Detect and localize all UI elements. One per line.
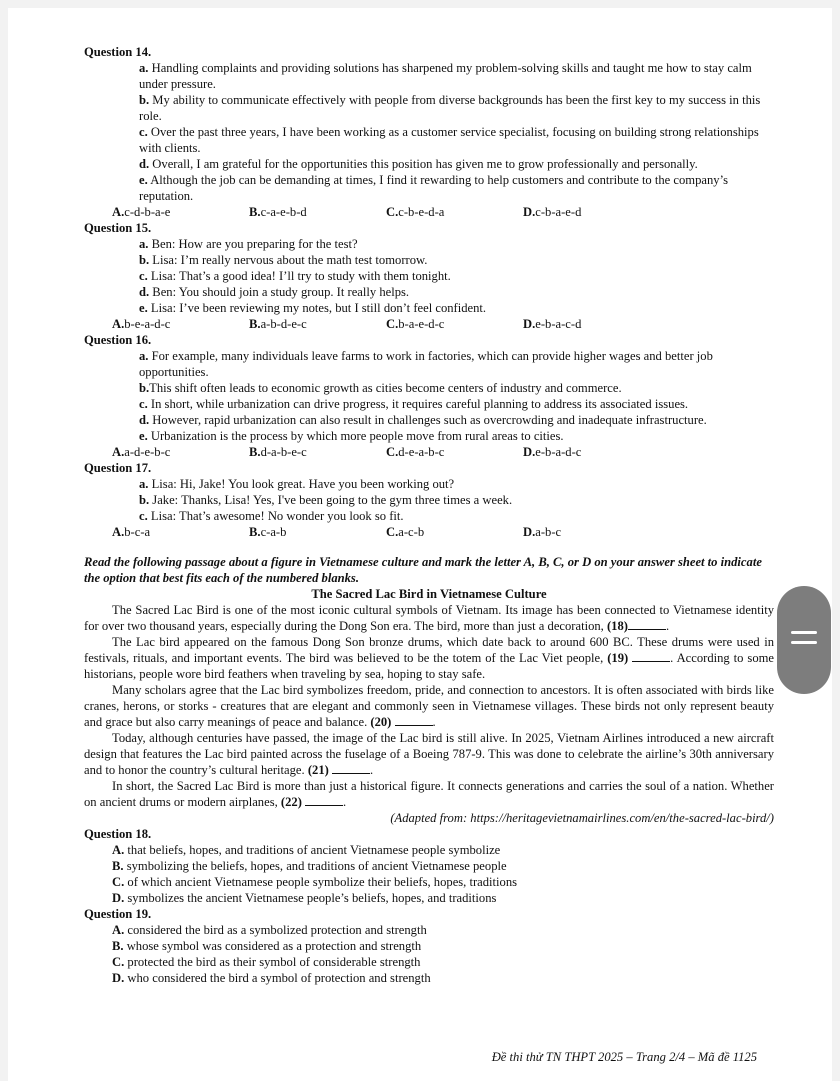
option-a[interactable]: A.b-e-a-d-c — [112, 317, 171, 331]
option-c[interactable]: C. protected the bird as their symbol of considerable strength — [112, 955, 421, 969]
option-b[interactable]: B.a-b-d-e-c — [249, 317, 307, 331]
blank-line — [395, 715, 433, 726]
question-14-item: c. Over the past three years, I have been working as a customer service specialist, focusing on building strong relationships with clients. — [139, 125, 759, 155]
option-c[interactable]: C.c-b-e-d-a — [386, 205, 445, 219]
passage-paragraph-2: The Lac bird appeared on the famous Dong Son bronze drums, which date back to around 600 BC. These drums were used in festivals, rituals, and important events. The bird was believed to be the totem of the Lac Viet people, (19) . According to some historians, people wore bird feathers when traveling by sea, hoping to stay safe. — [84, 635, 775, 681]
passage-paragraph-1: The Sacred Lac Bird is one of the most iconic cultural symbols of Vietnam. Its image has been connected to Vietnamese identity for over two thousand years, especially during the Dong Son era. The bird, more than just a decoration, (18) . — [84, 603, 774, 633]
option-a[interactable]: A.c-d-b-a-e — [112, 205, 171, 219]
grip-line-icon — [791, 631, 817, 634]
question-14-item: b. My ability to communicate effectively with people from diverse backgrounds has been the first key to my success in this role. — [139, 93, 761, 123]
option-d[interactable]: D.e-b-a-c-d — [523, 317, 582, 331]
question-16-item: d. However, rapid urbanization can also result in challenges such as overcrowding and inadequate infrastructure. — [139, 413, 707, 427]
grip-line-icon — [791, 641, 817, 644]
question-15-item: b. Lisa: I’m really nervous about the math test tomorrow. — [139, 253, 428, 267]
blank-22: (22) — [280, 795, 302, 809]
option-c[interactable]: C. of which ancient Vietnamese people symbolize their beliefs, hopes, traditions — [112, 875, 518, 889]
option-d[interactable]: D. symbolizes the ancient Vietnamese people’s beliefs, hopes, and traditions — [112, 891, 497, 905]
question-14-item: e. Although the job can be demanding at times, I find it rewarding to help customers and contribute to the company’s reputation. — [139, 173, 728, 203]
passage-title: The Sacred Lac Bird in Vietnamese Culture — [311, 587, 547, 601]
option-c[interactable]: C.a-c-b — [386, 525, 425, 539]
question-17-item: a. Lisa: Hi, Jake! You look great. Have you been working out? — [139, 477, 455, 491]
question-15-item: a. Ben: How are you preparing for the test? — [139, 237, 358, 251]
question-16-item: c. In short, while urbanization can drive progress, it requires careful planning to address its associated issues. — [139, 397, 689, 411]
blank-19: (19) — [607, 651, 629, 665]
option-b[interactable]: B. symbolizing the beliefs, hopes, and traditions of ancient Vietnamese people — [112, 859, 507, 873]
option-d[interactable]: D. who considered the bird a symbol of protection and strength — [112, 971, 431, 985]
question-16-item: b.This shift often leads to economic growth as cities become centers of industry and commerce. — [139, 381, 622, 395]
question-18-label: Question 18. — [84, 827, 152, 841]
question-16-item: e. Urbanization is the process by which more people move from rural areas to cities. — [139, 429, 564, 443]
passage-source: (Adapted from: https://heritagevietnamairlines.com/en/the-sacred-lac-bird/) — [390, 811, 774, 825]
question-17-item: c. Lisa: That’s awesome! No wonder you look so fit. — [139, 509, 404, 523]
question-16-label: Question 16. — [84, 333, 152, 347]
option-c[interactable]: C.d-e-a-b-c — [386, 445, 445, 459]
option-a[interactable]: A.b-c-a — [112, 525, 151, 539]
blank-line — [305, 795, 343, 806]
question-15-label: Question 15. — [84, 221, 152, 235]
option-b[interactable]: B. whose symbol was considered as a protection and strength — [112, 939, 422, 953]
question-14-options — [84, 204, 774, 220]
question-15-options — [84, 316, 774, 332]
blank-line — [628, 619, 666, 630]
blank-line — [632, 651, 670, 662]
option-b[interactable]: B.c-a-b — [249, 525, 287, 539]
passage-paragraph-3: Many scholars agree that the Lac bird symbolizes freedom, pride, and connection to ancestors. It is often associated with birds like cranes, herons, or storks - creatures that are elegant and commonly seen in Vietnamese villages. These birds not only represent beauty and grace but also carry meanings of peace and balance. (20) . — [84, 683, 774, 729]
blank-line — [332, 763, 370, 774]
question-16-item: a. For example, many individuals leave farms to work in factories, which can provide higher wages and better job opportunities. — [139, 349, 713, 379]
option-b[interactable]: B.d-a-b-e-c — [249, 445, 307, 459]
option-a[interactable]: A. that beliefs, hopes, and traditions of ancient Vietnamese people symbolize — [112, 843, 501, 857]
option-a[interactable]: A.a-d-e-b-c — [112, 445, 171, 459]
question-14-label: Question 14. — [84, 45, 152, 59]
question-16-options — [84, 444, 774, 460]
option-d[interactable]: D.a-b-c — [523, 525, 562, 539]
passage-paragraph-4: Today, although centuries have passed, the image of the Lac bird is still alive. In 2025, Vietnam Airlines introduced a new aircraft design that features the Lac bird painted across the fuselage of a Boeing 787-9. This was done to celebrate the airline’s 30th anniversary and to honor the country’s cultural heritage. (21) . — [84, 731, 774, 777]
question-14-item: d. Overall, I am grateful for the opportunities this position has given me to grow professionally and personally. — [139, 157, 698, 171]
passage-paragraph-5: In short, the Sacred Lac Bird is more than just a historical figure. It connects generations and carries the soul of a nation. Whether on ancient drums or modern airplanes, (22) . — [84, 779, 774, 809]
option-d[interactable]: D.e-b-a-d-c — [523, 445, 582, 459]
blank-18: (18) — [606, 619, 628, 633]
question-15-item: d. Ben: You should join a study group. It really helps. — [139, 285, 410, 299]
question-17-options — [84, 524, 774, 540]
option-d[interactable]: D.c-b-a-e-d — [523, 205, 582, 219]
blank-21: (21) — [307, 763, 329, 777]
question-15-item: c. Lisa: That’s a good idea! I’ll try to study with them tonight. — [139, 269, 451, 283]
option-b[interactable]: B.c-a-e-b-d — [249, 205, 307, 219]
question-14-item: a. Handling complaints and providing solutions has sharpened my problem-solving skills and taught me how to stay calm under pressure. — [139, 61, 752, 91]
question-15-item: e. Lisa: I’ve been reviewing my notes, but I still don’t feel confident. — [139, 301, 487, 315]
scroll-handle[interactable] — [777, 586, 831, 694]
question-19-label: Question 19. — [84, 907, 152, 921]
option-c[interactable]: C.b-a-e-d-c — [386, 317, 445, 331]
page-content — [84, 44, 774, 986]
blank-20: (20) — [370, 715, 392, 729]
page-footer: Đề thi thử TN THPT 2025 – Trang 2/4 – Mã đề 1125 — [491, 1050, 757, 1064]
option-a[interactable]: A. considered the bird as a symbolized protection and strength — [112, 923, 427, 937]
question-17-label: Question 17. — [84, 461, 152, 475]
exam-page — [8, 8, 832, 1081]
question-17-item: b. Jake: Thanks, Lisa! Yes, I've been going to the gym three times a week. — [139, 493, 513, 507]
passage-instruction: Read the following passage about a figure in Vietnamese culture and mark the letter A, B, C, or D on your answer sheet to indicate the option that best fits each of the numbered blanks. — [84, 555, 762, 585]
